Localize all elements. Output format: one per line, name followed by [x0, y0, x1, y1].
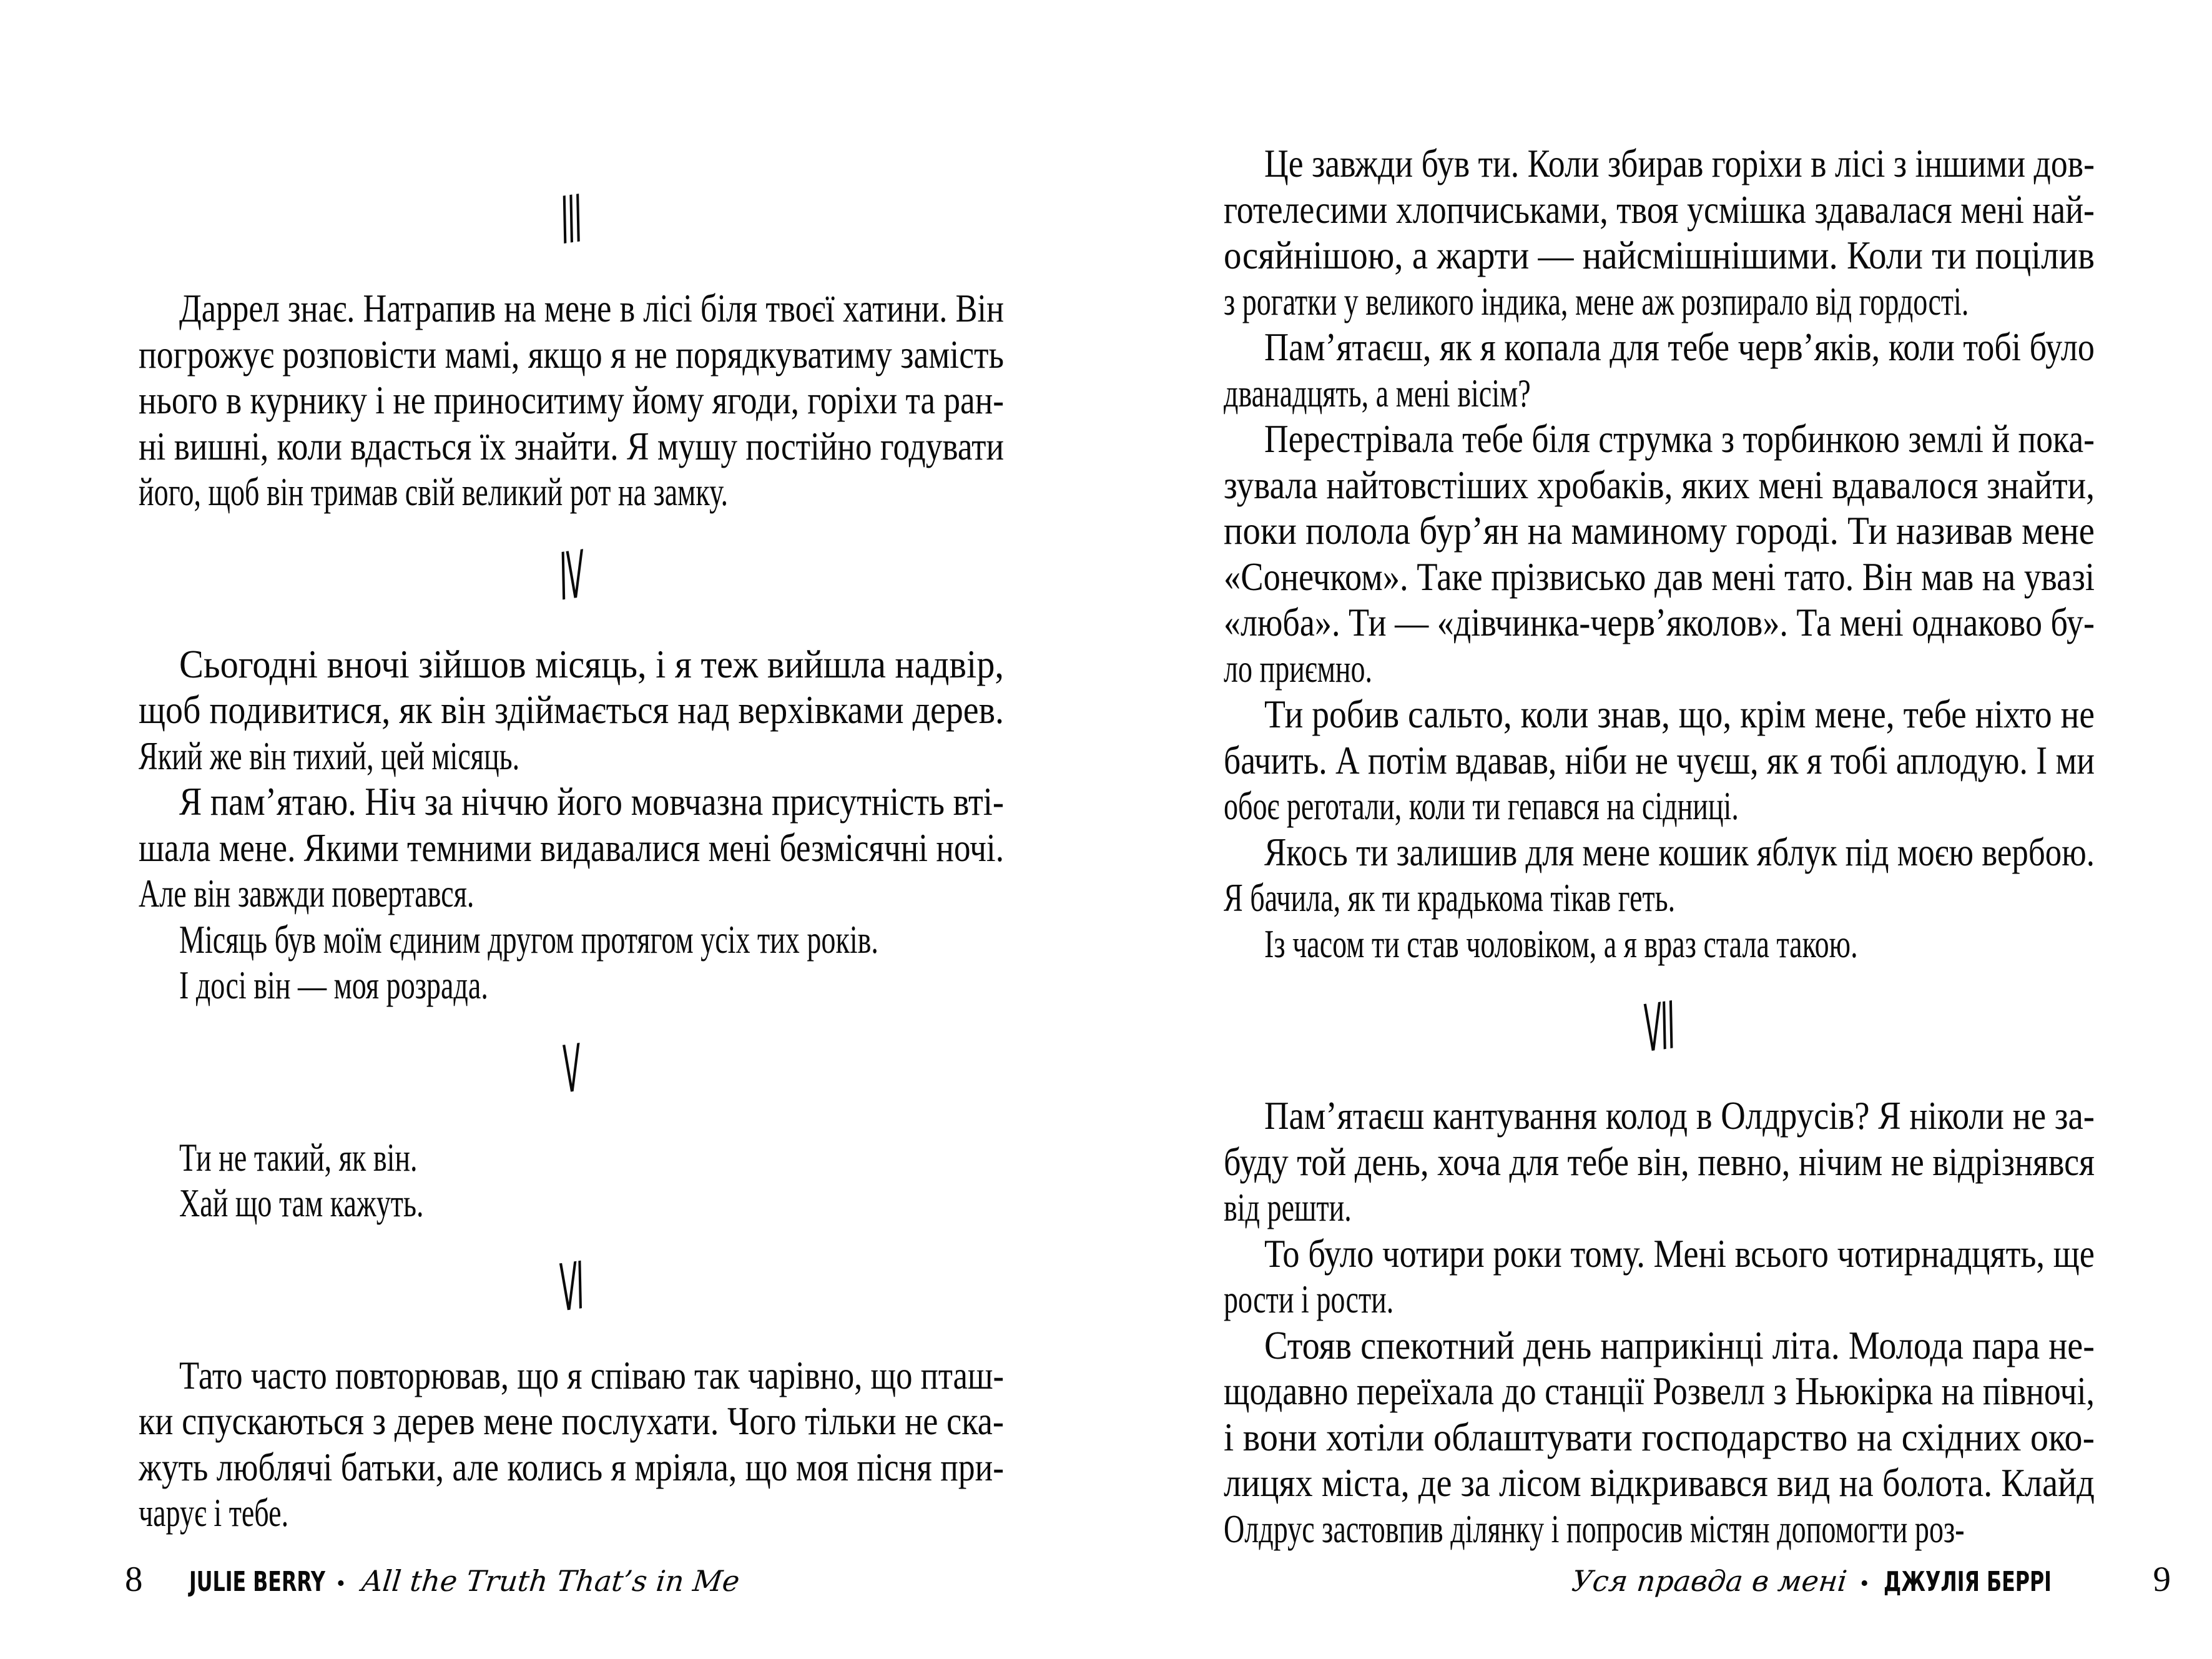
- paragraph: [1224, 324, 2095, 416]
- running-header-author-uk: ДЖУЛІЯ БЕРРІ: [1883, 1566, 2052, 1598]
- text-line: нього в курнику і не приноситиму йому ягоди, горіхи та ран-: [139, 378, 1004, 422]
- text-line: Тато часто повторював, що я співаю так чарівно, що пташ-: [179, 1352, 1004, 1397]
- section-heading: [139, 180, 1004, 260]
- footer-separator-dot: •: [337, 1570, 345, 1597]
- running-header-author: JULIE BERRY: [189, 1566, 325, 1598]
- text-line: Місяць був моїм єдиним другом протягом усіх тих років.: [179, 917, 878, 962]
- paragraph: [1224, 140, 2095, 324]
- section-roman-numeral: III: [560, 180, 582, 260]
- page-right-body-text: [1224, 140, 2095, 1552]
- paragraph: [1224, 416, 2095, 691]
- text-line: від решти.: [1224, 1185, 1352, 1229]
- paragraph: [1224, 1231, 2095, 1322]
- text-line: Я пам’ятаю. Ніч за ніччю його мовчазна присутність вті-: [179, 779, 1004, 824]
- text-line: жуть люблячі батьки, але колись я мріяла, що моя пісня при-: [139, 1444, 1004, 1489]
- paragraph: [1224, 1093, 2095, 1231]
- running-header-book-title: All the Truth That’s in Me: [360, 1564, 741, 1598]
- section-heading: [139, 536, 1004, 616]
- paragraph: [139, 1352, 1004, 1536]
- text-line: готелесими хлопчиськами, твоя усмішка здавалася мені най-: [1224, 187, 2095, 232]
- text-line: рости і рости.: [1224, 1277, 1394, 1321]
- text-line: Даррел знає. Натрапив на мене в лісі біля твоєї хатини. Він: [179, 286, 1004, 330]
- paragraph: [139, 962, 1004, 1008]
- running-header-book-title-uk: Уся правда в мені: [1570, 1564, 1849, 1598]
- section-roman-numeral: VII: [1643, 987, 1675, 1068]
- section-heading: [139, 1030, 1004, 1109]
- paragraph: [139, 285, 1004, 515]
- text-line: ки спускаються з дерев мене послухати. Чого тільки не ска-: [139, 1399, 1004, 1443]
- paragraph: [1224, 921, 2095, 967]
- text-line: його, щоб він тримав свій великий рот на замку.: [139, 470, 729, 514]
- paragraph: [1224, 691, 2095, 829]
- text-line: Який же він тихий, цей місяць.: [139, 733, 520, 778]
- text-line: погрожує розповісти мамі, якщо я не порядкуватиму замість: [139, 332, 1004, 377]
- section-heading: [1224, 987, 2095, 1068]
- text-line: шала мене. Якими темними видавалися мені безмісячні ночі.: [139, 825, 1004, 870]
- text-line: Хай що там кажуть.: [179, 1181, 424, 1225]
- page-number-left: 8: [125, 1560, 143, 1599]
- text-line: «Сонечком». Таке прізвисько дав мені тато. Він мав на увазі: [1224, 554, 2095, 599]
- page-left-body-text: [139, 159, 1004, 1536]
- text-line: осяйнішою, а жарти — найсмішнішими. Коли ти поцілив: [1224, 233, 2095, 277]
- text-line: Якось ти залишив для мене кошик яблук під моєю вербою.: [1264, 829, 2095, 874]
- text-line: буду той день, хоча для тебе він, певно, нічим не відрізнявся: [1224, 1139, 2095, 1184]
- text-line: лицях міста, де за лісом відкривався вид на болота. Клайд: [1224, 1460, 2095, 1505]
- text-line: обоє реготали, коли ти гепався на сідниці.: [1224, 784, 1739, 828]
- text-line: То було чотири роки тому. Мені всього чотирнадцять, ще: [1264, 1231, 2095, 1276]
- text-line: Пам’ятаєш кантування колод в Олдрусів? Я ніколи не за-: [1264, 1093, 2095, 1138]
- section-roman-numeral: IV: [558, 536, 584, 616]
- section-roman-numeral: V: [562, 1030, 581, 1109]
- section-roman-numeral: VI: [558, 1248, 584, 1327]
- text-line: Пам’ятаєш, як я копала для тебе черв’яків, коли тобі було: [1264, 325, 2095, 369]
- text-line: дванадцять, а мені вісім?: [1224, 370, 1531, 415]
- text-line: поки полола бур’ян на маминому городі. Ти називав мене: [1224, 508, 2095, 553]
- text-line: Олдрус застовпив ділянку і попросив містян допомогти роз-: [1224, 1506, 1965, 1551]
- page-right-footer: [1570, 1559, 2171, 1600]
- text-line: Це завжди був ти. Коли збирав горіхи в лісі з іншими дов-: [1264, 141, 2095, 185]
- text-line: з рогатки у великого індика, мене аж розпирало від гордості.: [1224, 278, 1969, 323]
- text-line: Я бачила, як ти крадькома тікав геть.: [1224, 875, 1676, 920]
- text-line: і вони хотіли облаштувати господарство на східних око-: [1224, 1414, 2095, 1459]
- footer-separator-dot: •: [1860, 1570, 1869, 1597]
- text-line: Але він завжди повертався.: [139, 871, 474, 915]
- page-left-footer: [125, 1559, 741, 1600]
- paragraph: [1224, 829, 2095, 921]
- text-line: Ти робив сальто, коли знав, що, крім мене, тебе ніхто не: [1264, 692, 2095, 736]
- text-line: І досі він — моя розрада.: [179, 963, 488, 1007]
- text-line: Сьогодні вночі зійшов місяць, і я теж вийшла надвір,: [179, 641, 1004, 686]
- text-line: щодавно переїхала до станції Розвелл з Ньюкірка на півночі,: [1224, 1369, 2095, 1413]
- text-line: щоб подивитися, як він здіймається над верхівками дерев.: [139, 687, 1004, 732]
- paragraph: [1224, 1322, 2095, 1552]
- paragraph: [139, 641, 1004, 779]
- paragraph: [139, 917, 1004, 963]
- page-number-right: 9: [2153, 1560, 2171, 1599]
- text-line: «люба». Ти — «дівчинка-черв’яколов». Та мені однаково бу-: [1224, 600, 2095, 644]
- paragraph: [139, 779, 1004, 917]
- text-line: Ти не такий, як він.: [179, 1135, 418, 1179]
- page-right: [1106, 0, 2212, 1659]
- text-line: зувала найтовстіших хробаків, яких мені вдавалося знайти,: [1224, 462, 2095, 507]
- text-line: ні вишні, коли вдасться їх знайти. Я мушу постійно годувати: [139, 423, 1004, 468]
- text-line: бачить. А потім вдавав, ніби не чуєш, як я тобі аплодую. І ми: [1224, 737, 2095, 782]
- text-line: ло приємно.: [1224, 646, 1373, 691]
- paragraph: [139, 1180, 1004, 1226]
- text-line: Із часом ти став чоловіком, а я враз стала такою.: [1264, 921, 1858, 966]
- paragraph: [139, 1135, 1004, 1181]
- section-heading: [139, 1248, 1004, 1327]
- text-line: Стояв спекотний день наприкінці літа. Молода пара не-: [1264, 1322, 2095, 1367]
- text-line: чарує і тебе.: [139, 1490, 289, 1535]
- text-line: Перестрівала тебе біля струмка з торбинкою землі й пока-: [1264, 416, 2095, 461]
